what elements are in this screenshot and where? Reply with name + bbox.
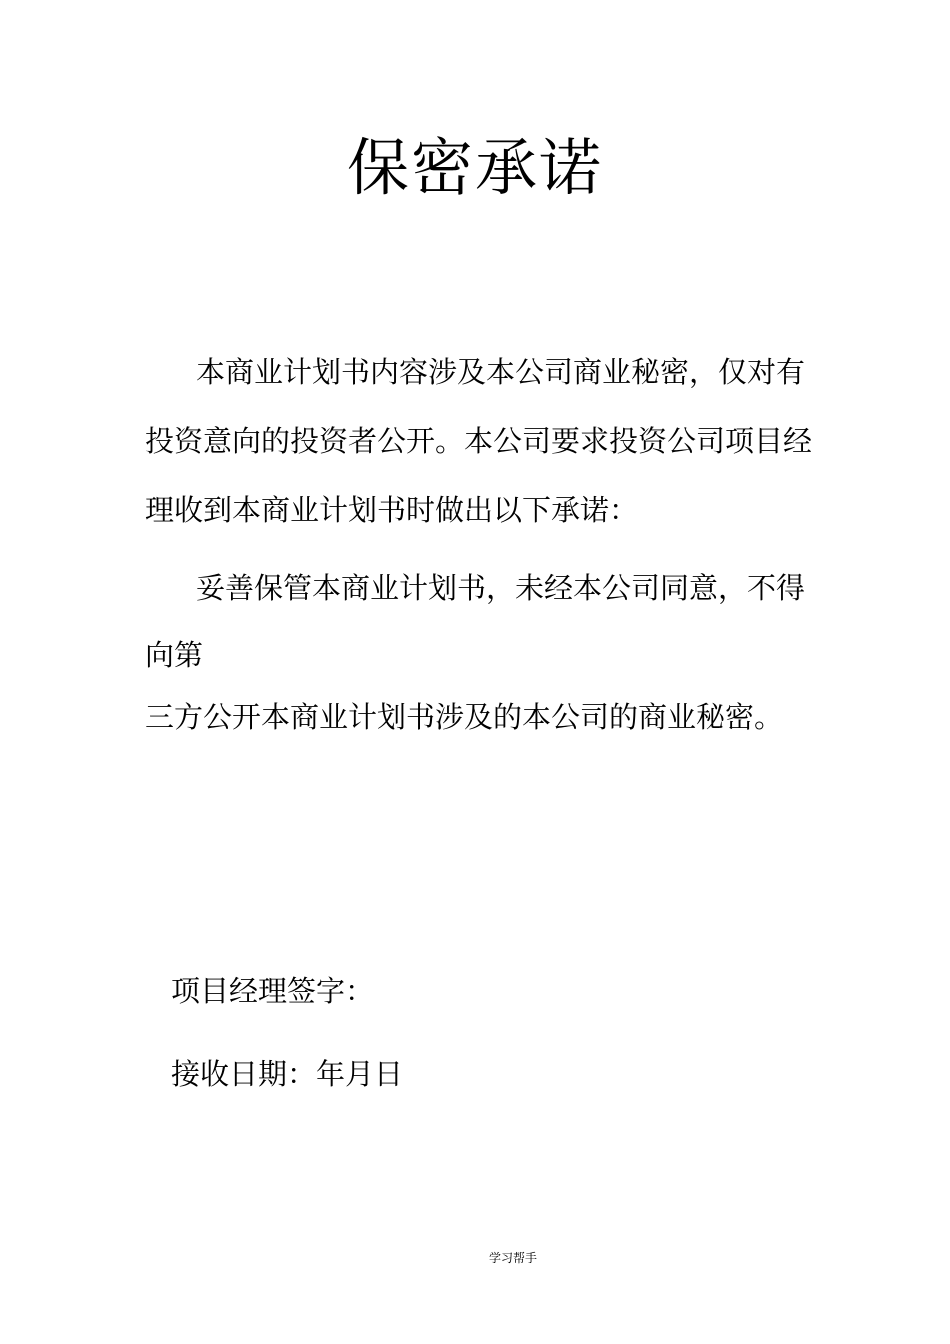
signature-label: 项目经理签字： xyxy=(171,974,375,1008)
page-footer: 学习帮手 xyxy=(488,1251,537,1265)
confidentiality-paragraph: 本商业计划书内容涉及本公司商业秘密，仅对有投资意向的投资者公开。本公司要求投资公司项目经理收到本商业计划书时做出以下承诺： xyxy=(145,355,813,527)
commitment-paragraph-continued: 三方公开本商业计划书涉及的本公司的商业秘密。 xyxy=(145,700,784,734)
document-title: 保密承诺 xyxy=(346,131,603,204)
commitment-paragraph: 妥善保管本商业计划书，未经本公司同意，不得向第 xyxy=(145,571,806,672)
receipt-date-label: 接收日期：年月日 xyxy=(171,1057,404,1091)
